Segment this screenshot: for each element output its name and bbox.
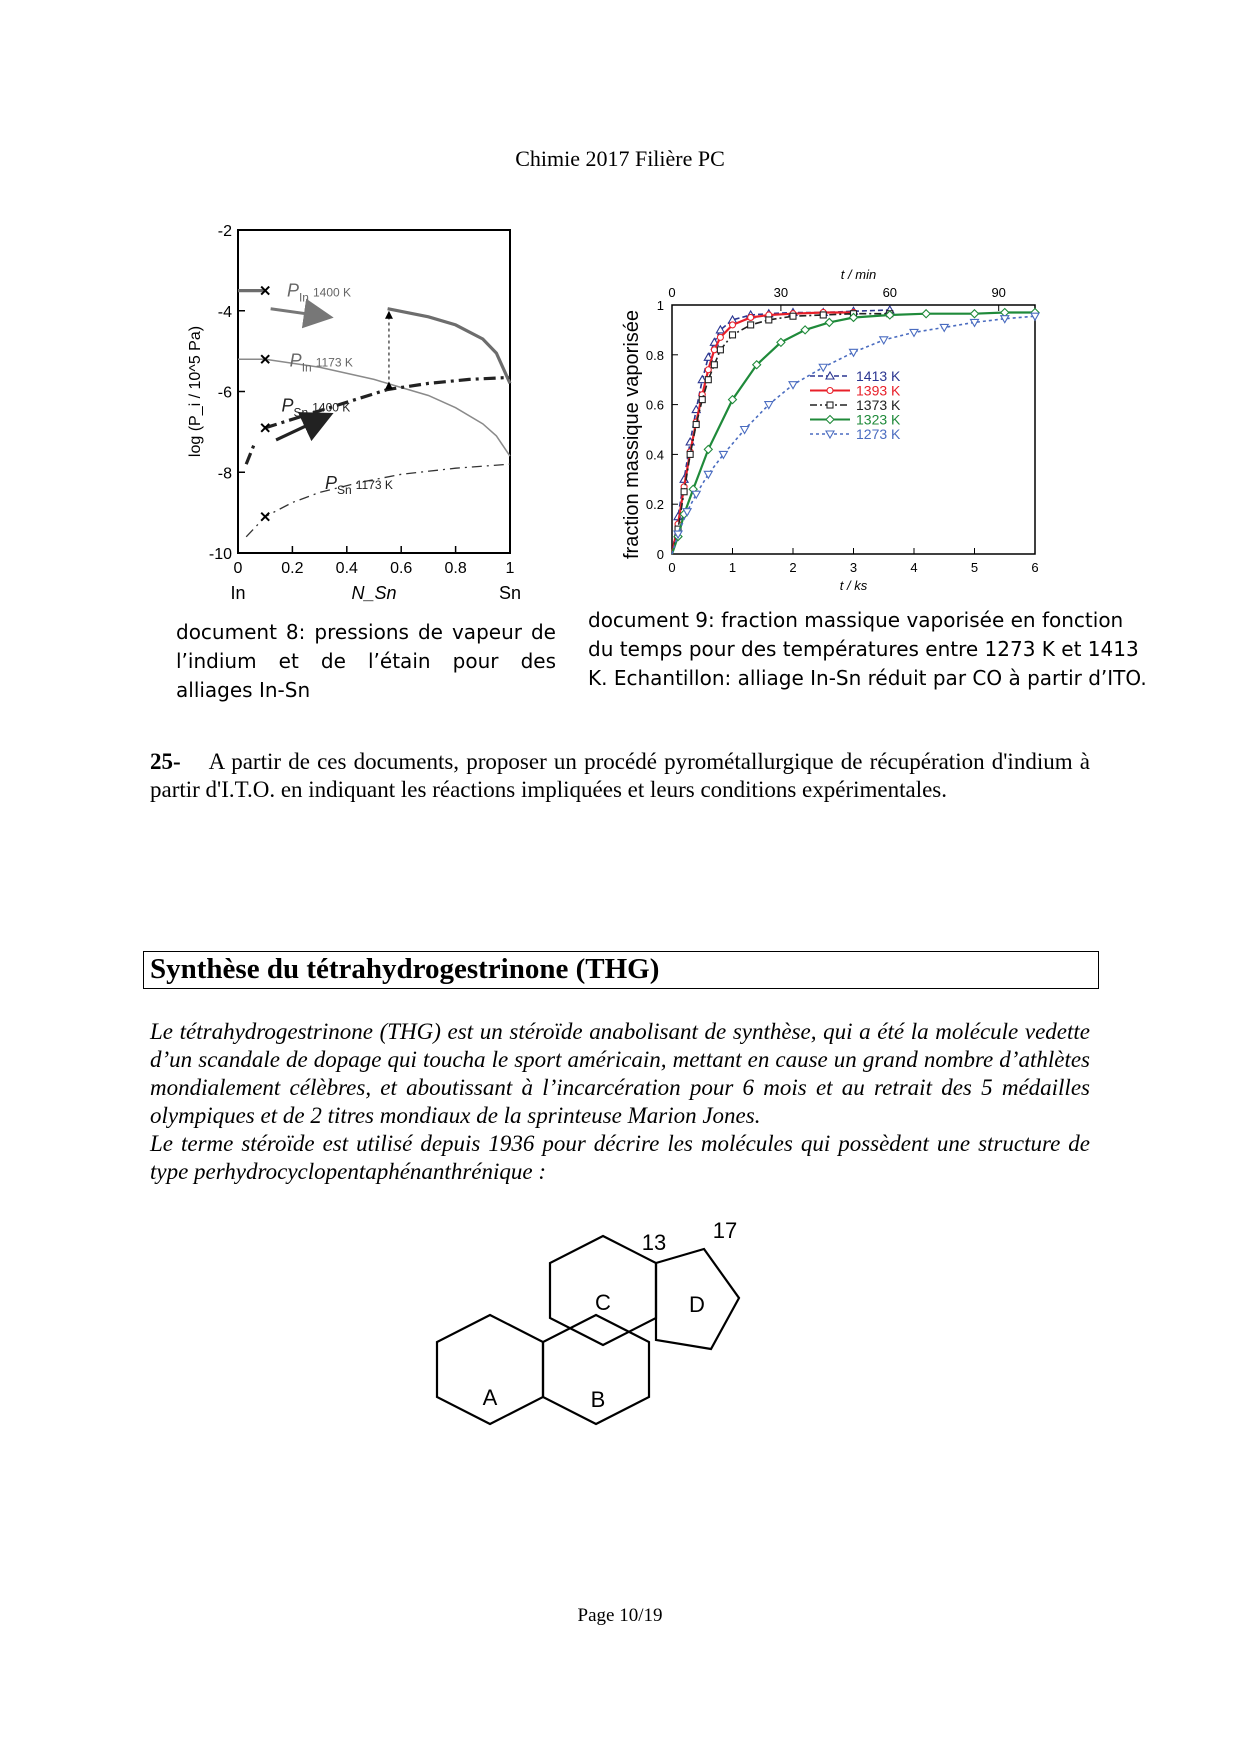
doc9-ytick-label: 0.2 [645,497,664,513]
doc9-data-point [748,314,754,320]
doc9-legend-marker [826,416,834,424]
doc9-data-point [790,313,796,319]
doc9-xtick-label: 5 [970,560,979,575]
doc8-series-label-main: P [286,280,299,301]
doc8-series-label-temp: 1400 K [312,400,351,415]
doc9-data-point [825,318,833,326]
doc9-ytick-label: 1 [656,298,664,313]
doc8-ytick-label: -4 [217,303,232,321]
question-number: 25- [150,749,181,774]
doc8-series-line [265,377,510,427]
doc8-plot-frame [238,230,510,553]
doc9-data-point [693,422,699,428]
doc9-data-point [910,329,918,336]
doc9-data-point [711,347,717,353]
doc8-series-line [246,464,510,537]
doc9-ytick-label: 0.4 [645,447,664,463]
doc9-data-point [704,445,712,453]
doc8-caption: document 8: pressions de vapeur de l’indium et de l’étain pour des alliages In-Sn [176,620,556,702]
doc9-data-point [766,317,772,323]
doc8-series-label-main: P [325,473,338,494]
doc8-ytick-label: -6 [217,384,232,402]
doc9-data-point [730,332,736,338]
doc8-series-label-temp: 1173 K [355,478,393,493]
doc9-series-line [672,313,1035,555]
doc8-cross-marker [261,513,269,521]
doc9-data-point [730,322,736,328]
doc9-legend-label: 1373 K [856,397,901,413]
doc9-ytick-label: 0.6 [645,397,664,413]
doc8-series-line [238,359,510,456]
intro-paragraph-1: Le tétrahydrogestrinone (THG) est un stéroïde anabolisant de synthèse, qui a été la molécule vedette d’un scandale de dopage qui toucha le sport américain, mettant en cause un grand nombre d’athlètes mondialement célèbres, et aboutissant à l’incarcération pour 6 mois et au retrait des 5 médailles olympiques et de 2 titres mondiaux de la sprinteuse Marion Jones. [150,1019,1090,1128]
doc9-data-point [819,364,827,371]
doc9-legend-label: 1273 K [856,426,901,442]
doc9-x2tick-label: 30 [773,285,789,300]
doc9-xlabel: t / ks [839,578,868,593]
doc8-vapor-pressure-chart [182,220,532,612]
doc8-ytick-label: -10 [208,546,232,563]
doc9-data-point [681,489,687,495]
steroid-skeleton-diagram [420,1215,820,1485]
doc9-data-point [692,491,700,498]
page-footer: Page 10/19 [577,1605,663,1626]
ring-label-b: B [590,1387,606,1412]
doc8-series-label [290,350,353,374]
page-header: Chimie 2017 Filière PC [515,146,725,171]
doc9-xtick-label: 3 [849,560,858,575]
doc8-series-line [388,309,510,384]
doc8-series-label-temp: 1400 K [312,285,352,300]
doc8-series-label-temp: 1173 K [315,355,353,370]
doc8-ytick-label: -8 [217,465,232,483]
ring-label-d: D [689,1292,705,1317]
doc9-xtick-label: 0 [668,560,676,575]
doc8-series-line [246,444,254,464]
doc9-xtick-label: 6 [1031,560,1039,575]
doc9-data-point [704,471,712,478]
doc9-x2label: t / min [840,267,877,282]
ring-label-c: C [595,1290,611,1315]
doc9-data-point [748,322,754,328]
doc9-data-point [789,382,797,389]
doc9-legend-marker [826,431,834,438]
position-label-13: 13 [641,1230,667,1255]
doc9-legend-label: 1413 K [856,368,901,384]
doc8-ylabel: log (P_i / 10^5 Pa) [187,325,204,458]
doc9-x2tick-label: 60 [882,285,898,300]
doc9-x2tick-label: 0 [668,285,676,300]
doc8-series-label-sub: In [301,360,312,375]
doc9-data-point [801,326,809,334]
doc9-ytick-label: 0 [656,547,664,562]
doc8-series-label-main: P [281,395,294,416]
section-title: Synthèse du tétrahydrogestrinone (THG) [150,953,660,985]
doc9-data-point [705,367,711,373]
doc8-arrow-in [271,309,328,317]
doc9-ylabel: fraction massique vaporisée [621,309,643,560]
doc9-data-point [699,397,705,403]
doc9-x2tick-label: 90 [991,285,1006,300]
doc9-data-point [820,312,826,318]
doc8-xend-label-in: In [230,583,246,603]
question-25 [150,748,1090,804]
doc9-legend-label: 1323 K [856,411,901,428]
doc9-legend-label: 1393 K [856,382,901,399]
doc8-series-label-sub: Sn [337,483,352,498]
doc9-data-point [922,310,930,318]
doc9-xtick-label: 4 [910,560,918,575]
doc9-caption: document 9: fraction massique vaporisée en fonction du temps pour des températures entre 1273 K et 1413 K. Echantillon: alliage In-Sn réduit par CO à partir d’ITO. [588,608,1147,690]
doc9-xtick-label: 1 [728,560,737,575]
doc8-xlabel: N_Sn [351,583,397,603]
doc8-series-label-main: P [289,350,302,371]
doc9-vaporized-fraction-chart [610,258,1060,608]
doc8-xtick-label: 0.8 [444,560,467,577]
doc9-data-point [741,427,749,434]
position-label-17: 17 [712,1218,738,1243]
doc8-series-label [287,281,351,305]
doc9-ytick-label: 0.8 [645,347,664,363]
doc8-xtick-label: 0 [233,560,243,577]
doc8-series-label [325,473,393,497]
doc9-series-line [672,313,854,555]
intro-paragraph-2: Le terme stéroïde est utilisé depuis 1936 pour décrire les molécules qui possèdent une structure de type perhydrocyclopentaphénanthrénique : [150,1131,1090,1184]
doc8-xtick-label: 0.4 [335,560,358,577]
ring-label-a: A [482,1385,498,1410]
doc8-ytick-label: -2 [217,223,232,240]
doc8-xtick-label: 0.2 [281,560,304,577]
doc9-data-point [687,451,693,457]
doc8-series-label-sub: Sn [293,405,309,420]
doc8-series-label [282,396,351,420]
section-intro [150,1018,1090,1186]
doc9-data-point [717,334,723,340]
doc9-xtick-label: 2 [789,560,797,575]
doc8-xend-label-sn: Sn [498,583,522,603]
doc9-data-point [971,310,979,318]
doc9-data-point [717,347,723,353]
doc9-legend-marker [827,402,833,408]
doc8-series-label-sub: In [298,290,309,305]
doc9-data-point [880,337,888,344]
doc8-xtick-label: 1 [505,560,515,577]
question-text: A partir de ces documents, proposer un procédé pyrométallurgique de récupération d'indium à partir d'I.T.O. en indiquant les réactions impliquées et leurs conditions expérimentales. [150,749,1090,802]
doc9-data-point [705,377,711,383]
doc9-data-point [711,362,717,368]
doc9-legend-marker [827,388,833,394]
doc8-xtick-label: 0.6 [390,560,413,577]
